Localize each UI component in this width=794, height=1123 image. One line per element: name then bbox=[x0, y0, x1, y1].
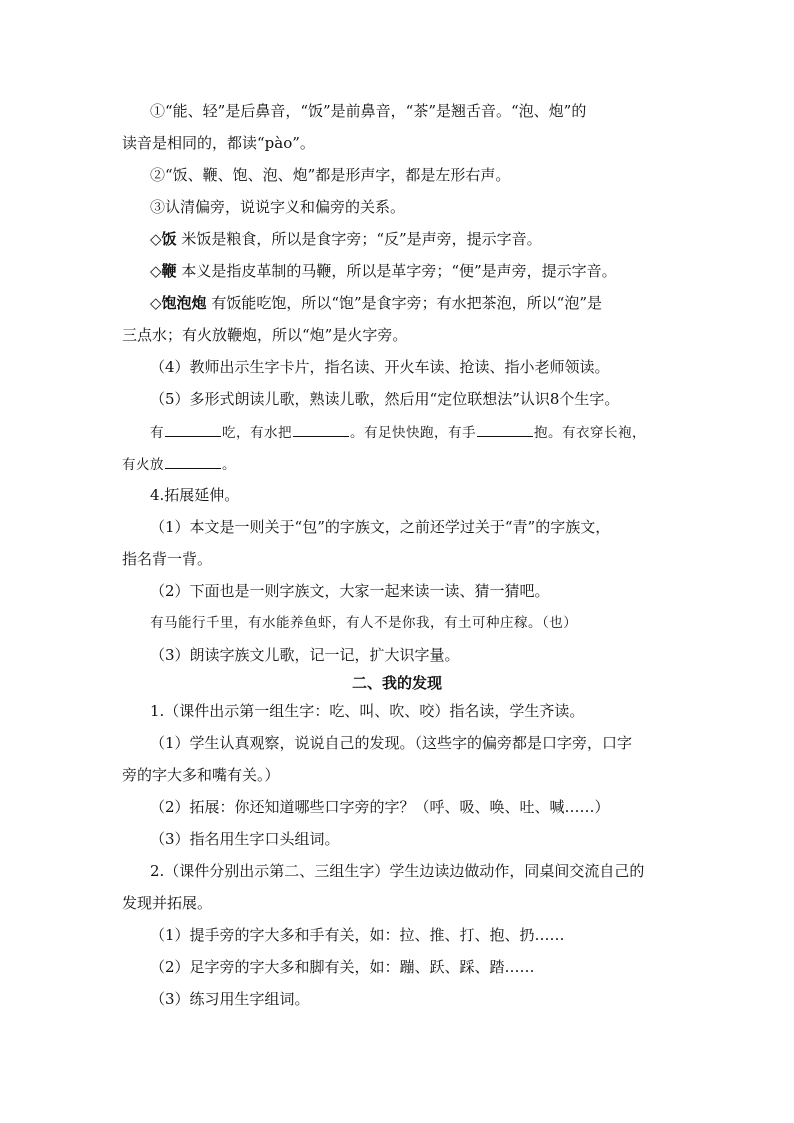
paragraph-line: 2.（课件分别出示第二、三组生字）学生边读边做动作，同桌间交流自己的 bbox=[150, 862, 645, 880]
paragraph-line: （2）下面也是一则字族文，大家一起来读一读、猜一猜吧。 bbox=[150, 582, 550, 600]
bold-label: ◇饭 bbox=[150, 230, 177, 248]
fill-in-line bbox=[122, 454, 236, 474]
fill-blank[interactable] bbox=[165, 454, 221, 469]
paragraph-line: 1.（课件出示第一组生字：吃、叫、吹、咬）指名读，学生齐读。 bbox=[150, 702, 585, 720]
section-heading: 二、我的发现 bbox=[351, 674, 442, 692]
paragraph-line: （3）指名用生字口头组词。 bbox=[150, 830, 340, 848]
paragraph-line: ①“能、轻”是后鼻音，“饭”是前鼻音，“茶”是翘舌音。“泡、炮”的 bbox=[150, 102, 587, 120]
fill-blank[interactable] bbox=[165, 422, 221, 437]
fill-text: 。 bbox=[222, 457, 236, 473]
paragraph-line: （1）本文是一则关于“包”的字族文，之前还学过关于“青”的字族文， bbox=[150, 518, 611, 536]
paragraph-line: （3）朗读字族文儿歌，记一记，扩大识字量。 bbox=[150, 646, 460, 664]
paragraph-line: 三点水；有火放鞭炮，所以“炮”是火字旁。 bbox=[122, 326, 408, 344]
paragraph-line: 发现并拓展。 bbox=[122, 894, 213, 912]
fill-text: 。有足快快跑，有手 bbox=[350, 425, 476, 441]
paragraph-line: （1）学生认真观察，说说自己的发现。（这些字的偏旁都是口字旁，口字 bbox=[150, 734, 633, 752]
paragraph-line: （2）拓展：你还知道哪些口字旁的字？（呼、吸、唤、吐、喊……） bbox=[150, 798, 610, 816]
paragraph-line bbox=[150, 294, 602, 312]
fill-text: 吃，有水把 bbox=[222, 425, 292, 441]
fill-text: 抱。有衣穿长袍， bbox=[534, 425, 646, 441]
fill-blank[interactable] bbox=[477, 422, 533, 437]
paragraph-line: （3）练习用生字组词。 bbox=[150, 990, 310, 1008]
paragraph-line bbox=[150, 230, 542, 248]
paragraph-text: 本义是指皮革制的马鞭，所以是革字旁；“便”是声旁，提示字音。 bbox=[181, 262, 617, 280]
paragraph-line: （5）多形式朗读儿歌，熟读儿歌，然后用“定位联想法”认识8个生字。 bbox=[150, 390, 620, 408]
paragraph-line: ②“饭、鞭、饱、泡、炮”都是形声字，都是左形右声。 bbox=[150, 166, 511, 184]
paragraph-line: 旁的字大多和嘴有关。） bbox=[122, 766, 280, 784]
paragraph-text: 米饭是粮食，所以是食字旁；“反”是声旁，提示字音。 bbox=[181, 230, 542, 248]
paragraph-line: （4）教师出示生字卡片，指名读、开火车读、抢读、指小老师领读。 bbox=[150, 358, 610, 376]
bold-label: ◇鞭 bbox=[150, 262, 177, 280]
paragraph-line: 指名背一背。 bbox=[122, 550, 213, 568]
paragraph-line: 4.拓展延伸。 bbox=[150, 486, 240, 504]
paragraph-line: 读音是相同的，都读“pào”。 bbox=[122, 134, 315, 152]
paragraph-line: （1）提手旁的字大多和手有关，如：拉、推、打、抱、扔…… bbox=[150, 926, 565, 944]
paragraph-line bbox=[150, 262, 617, 280]
fill-blank[interactable] bbox=[293, 422, 349, 437]
fill-text: 有火放 bbox=[122, 457, 164, 473]
fill-in-line bbox=[150, 422, 646, 442]
paragraph-line: 有马能行千里，有水能养鱼虾，有人不是你我，有土可种庄稼。（也） bbox=[150, 615, 578, 631]
bold-label: ◇饱泡炮 bbox=[150, 294, 207, 312]
fill-text: 有 bbox=[150, 425, 164, 441]
paragraph-line: ③认清偏旁，说说字义和偏旁的关系。 bbox=[150, 198, 406, 216]
paragraph-text: 有饭能吃饱，所以“饱”是食字旁；有水把茶泡，所以“泡”是 bbox=[211, 294, 603, 312]
paragraph-line: （2）足字旁的字大多和脚有关，如：蹦、跃、踩、踏…… bbox=[150, 958, 535, 976]
